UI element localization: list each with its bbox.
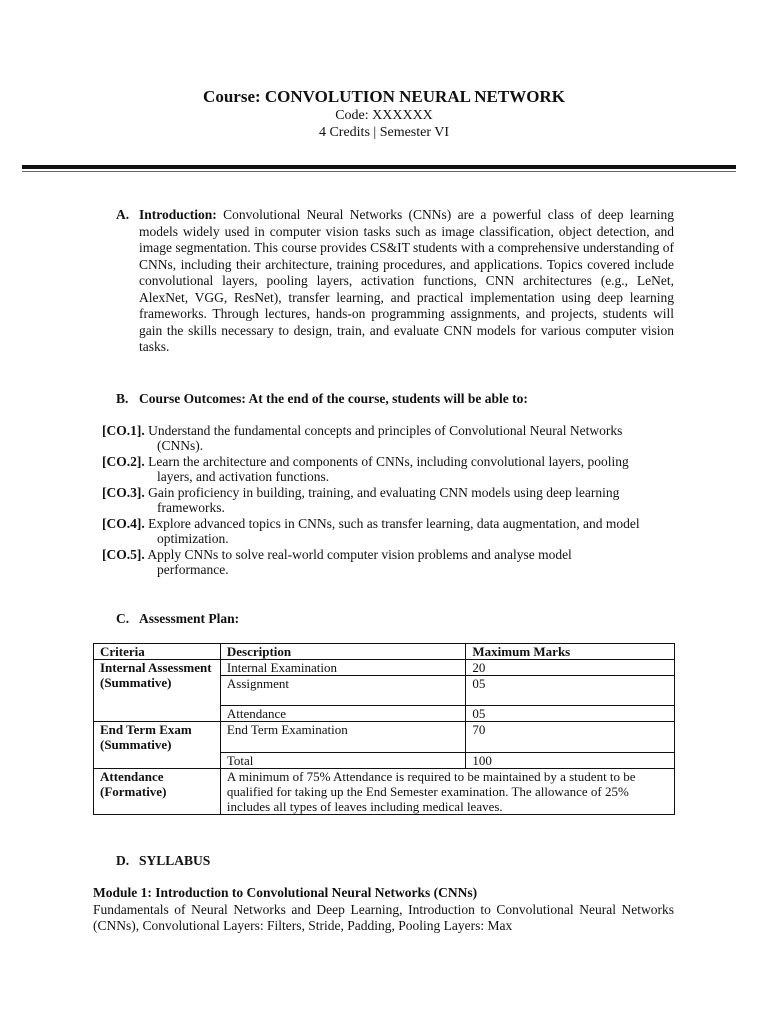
list-item xyxy=(102,547,674,577)
section-introduction xyxy=(116,207,674,356)
list-item xyxy=(102,423,674,453)
course-outcomes-list xyxy=(102,423,674,578)
co-text-continued: (CNNs). xyxy=(157,438,204,453)
course-credits: 4 Credits | Semester VI xyxy=(318,125,450,140)
co-code: [CO.4]. xyxy=(102,516,145,531)
header-divider xyxy=(22,165,736,169)
module-title: Module 1: Introduction to Convolutional Neural Networks (CNNs) xyxy=(93,885,478,900)
table-cell: 100 xyxy=(466,753,675,769)
co-text: Apply CNNs to solve real-world computer vision problems and analyse model xyxy=(147,547,572,562)
attendance-description-cell: A minimum of 75% Attendance is required to be maintained by a student to be qualified for taking up the End Semester examination. The allowance of 25% includes all types of leaves including medical leaves. xyxy=(220,769,674,815)
co-text-continued: frameworks. xyxy=(157,500,225,515)
assessment-plan-heading: Assessment Plan: xyxy=(139,611,240,626)
table-cell: Attendance xyxy=(220,706,466,722)
list-item xyxy=(102,485,674,515)
table-header-row xyxy=(94,644,675,660)
column-header-description: Description xyxy=(220,644,466,660)
column-header-criteria: Criteria xyxy=(94,644,221,660)
co-text: Learn the architecture and components of CNNs, including convolutional layers, pooling xyxy=(148,454,629,469)
column-header-max-marks: Maximum Marks xyxy=(466,644,675,660)
table-cell: 70 xyxy=(466,722,675,753)
section-course-outcomes xyxy=(116,391,528,407)
course-code: Code: XXXXXX xyxy=(335,108,433,123)
introduction-heading: Introduction: xyxy=(139,207,217,222)
attendance-criteria-cell: Attendance (Formative) xyxy=(94,769,221,815)
table-cell: 05 xyxy=(466,676,675,706)
co-text-continued: optimization. xyxy=(157,531,229,546)
introduction-paragraph xyxy=(139,207,674,356)
introduction-text: Convolutional Neural Networks (CNNs) are a powerful class of deep learning models widely used in computer vision tasks such as image classification, object detection, and image segmentation. This course provides CS&IT students with a comprehensive understanding of CNNs, including their architecture, training procedures, and applications. Topics covered include convolutional layers, pooling layers, activation functions, CNN architectures (e.g., LeNet, AlexNet, VGG, ResNet), transfer learning, and practical implementation using deep learning frameworks. Through lectures, hands-on programming assignments, and projects, students will gain the skills necessary to design, train, and evaluate CNN models for various computer vision tasks. xyxy=(139,207,674,354)
section-letter: C. xyxy=(116,611,130,626)
section-syllabus xyxy=(116,853,210,869)
co-code: [CO.5]. xyxy=(102,547,145,562)
list-item xyxy=(102,454,674,484)
module-text: Fundamentals of Neural Networks and Deep Learning, Introduction to Convolutional Neural Networks (CNNs), Convolutional Layers: Filters, Stride, Padding, Pooling Layers: Max xyxy=(93,901,674,933)
assessment-table xyxy=(93,643,675,815)
section-letter: B. xyxy=(116,391,129,406)
co-code: [CO.1]. xyxy=(102,423,145,438)
module-1 xyxy=(93,885,674,935)
table-row xyxy=(94,722,675,753)
table-cell: Internal Examination xyxy=(220,660,466,676)
table-cell: Assignment xyxy=(220,676,466,706)
table-row xyxy=(94,660,675,676)
table-cell: 05 xyxy=(466,706,675,722)
table-cell: 20 xyxy=(466,660,675,676)
co-text-continued: performance. xyxy=(157,562,229,577)
course-outcomes-heading: Course Outcomes: At the end of the course, students will be able to: xyxy=(139,391,528,406)
course-header xyxy=(0,86,768,141)
section-assessment-plan xyxy=(116,611,239,627)
section-letter: D. xyxy=(116,853,130,868)
header-divider-thin xyxy=(22,171,736,172)
table-cell: Total xyxy=(220,753,466,769)
internal-assessment-cell: Internal Assessment (Summative) xyxy=(94,660,221,722)
co-text: Gain proficiency in building, training, and evaluating CNN models using deep learning xyxy=(148,485,620,500)
co-code: [CO.2]. xyxy=(102,454,145,469)
table-row xyxy=(94,769,675,815)
syllabus-heading: SYLLABUS xyxy=(139,853,211,868)
course-title: Course: CONVOLUTION NEURAL NETWORK xyxy=(203,87,565,106)
section-letter: A. xyxy=(116,207,130,222)
co-text: Understand the fundamental concepts and principles of Convolutional Neural Networks xyxy=(148,423,623,438)
table-cell: End Term Examination xyxy=(220,722,466,753)
list-item xyxy=(102,516,674,546)
co-text: Explore advanced topics in CNNs, such as transfer learning, data augmentation, and model xyxy=(148,516,640,531)
end-term-cell: End Term Exam (Summative) xyxy=(94,722,221,769)
co-code: [CO.3]. xyxy=(102,485,145,500)
co-text-continued: layers, and activation functions. xyxy=(157,469,330,484)
